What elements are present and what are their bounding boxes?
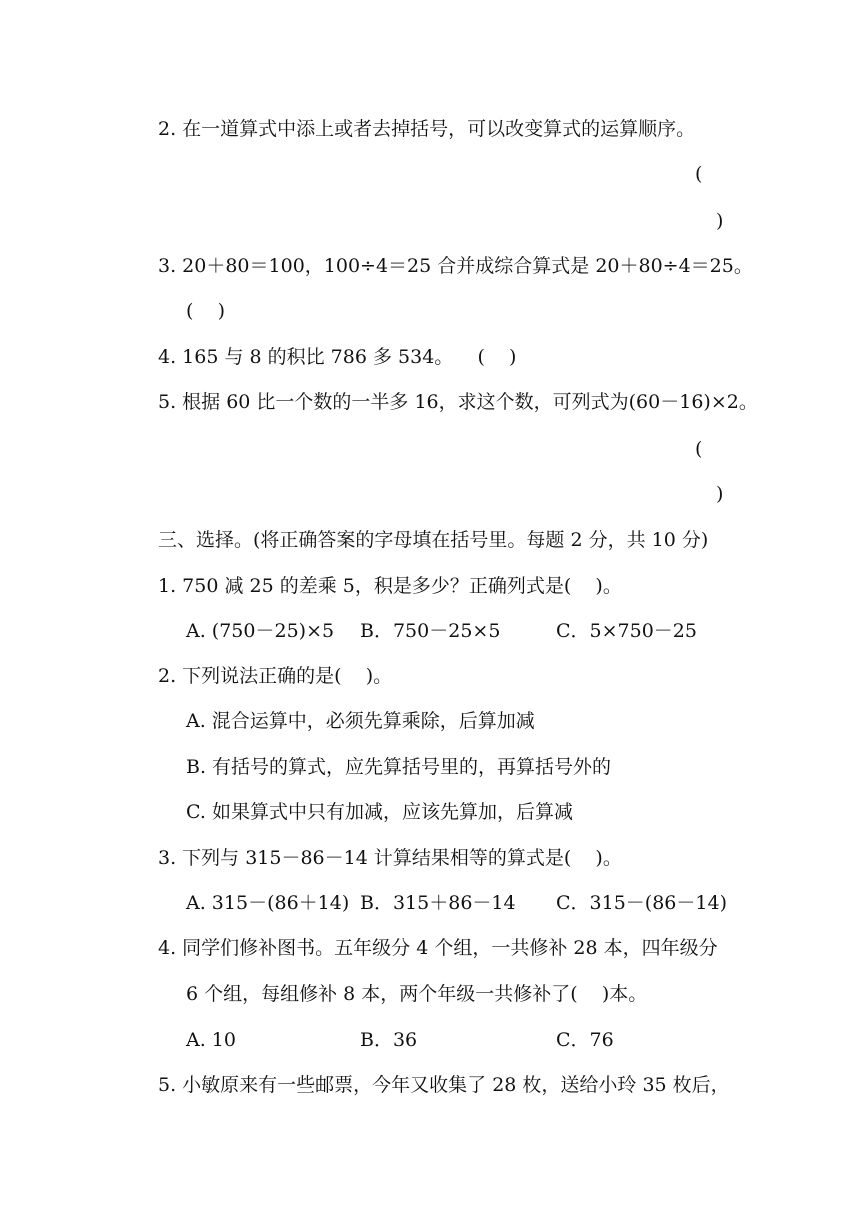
option-c: C. 如果算式中只有加减，应该先算加，后算减 — [186, 801, 573, 823]
option-a: A. 315－(86＋14) — [186, 892, 350, 914]
choice-question-2: 2. 下列说法正确的是( )。 — [158, 665, 393, 687]
option-c: C．5×750－25 — [556, 620, 697, 642]
answer-paren: ( ) — [186, 300, 225, 322]
section-title: 三、选择。(将正确答案的字母填在括号里。每题 2 分，共 10 分) — [158, 529, 709, 551]
choice-question-3: 3. 下列与 315－86－14 计算结果相等的算式是( )。 — [158, 847, 622, 869]
choice-question-4-cont: 6 个组，每组修补 8 本，两个年级一共修补了( )本。 — [186, 983, 648, 1005]
question-2: 2. 在一道算式中添上或者去掉括号，可以改变算式的运算顺序。 — [158, 118, 696, 140]
choice-question-1: 1. 750 减 25 的差乘 5，积是多少？正确列式是( )。 — [158, 575, 622, 597]
question-3: 3. 20＋80＝100，100÷4＝25 合并成综合算式是 20＋80÷4＝25。 — [158, 255, 753, 277]
choice-question-4: 4. 同学们修补图书。五年级分 4 个组，一共修补 28 本，四年级分 — [158, 937, 718, 959]
option-a: A. (750－25)×5 — [186, 620, 335, 642]
answer-paren-close: ) — [716, 210, 724, 232]
option-c: C．76 — [556, 1029, 614, 1051]
question-5: 5. 根据 60 比一个数的一半多 16，求这个数，可列式为(60－16)×2。 — [158, 391, 758, 413]
option-b: B. 有括号的算式，应先算括号里的，再算括号外的 — [186, 756, 612, 778]
option-b: B．36 — [360, 1029, 418, 1051]
answer-paren-open: ( — [695, 163, 703, 185]
answer-paren-close: ) — [716, 483, 724, 505]
option-b: B．315＋86－14 — [360, 892, 516, 914]
answer-paren-open: ( — [695, 438, 703, 460]
choice-question-5: 5. 小敏原来有一些邮票，今年又收集了 28 枚，送给小玲 35 枚后， — [158, 1074, 730, 1096]
option-c: C．315－(86－14) — [556, 892, 727, 914]
option-b: B．750－25×5 — [360, 620, 501, 642]
question-4: 4. 165 与 8 的积比 786 多 534。 ( ) — [158, 346, 517, 368]
option-a: A. 10 — [186, 1029, 236, 1051]
option-a: A. 混合运算中，必须先算乘除，后算加减 — [186, 710, 535, 732]
